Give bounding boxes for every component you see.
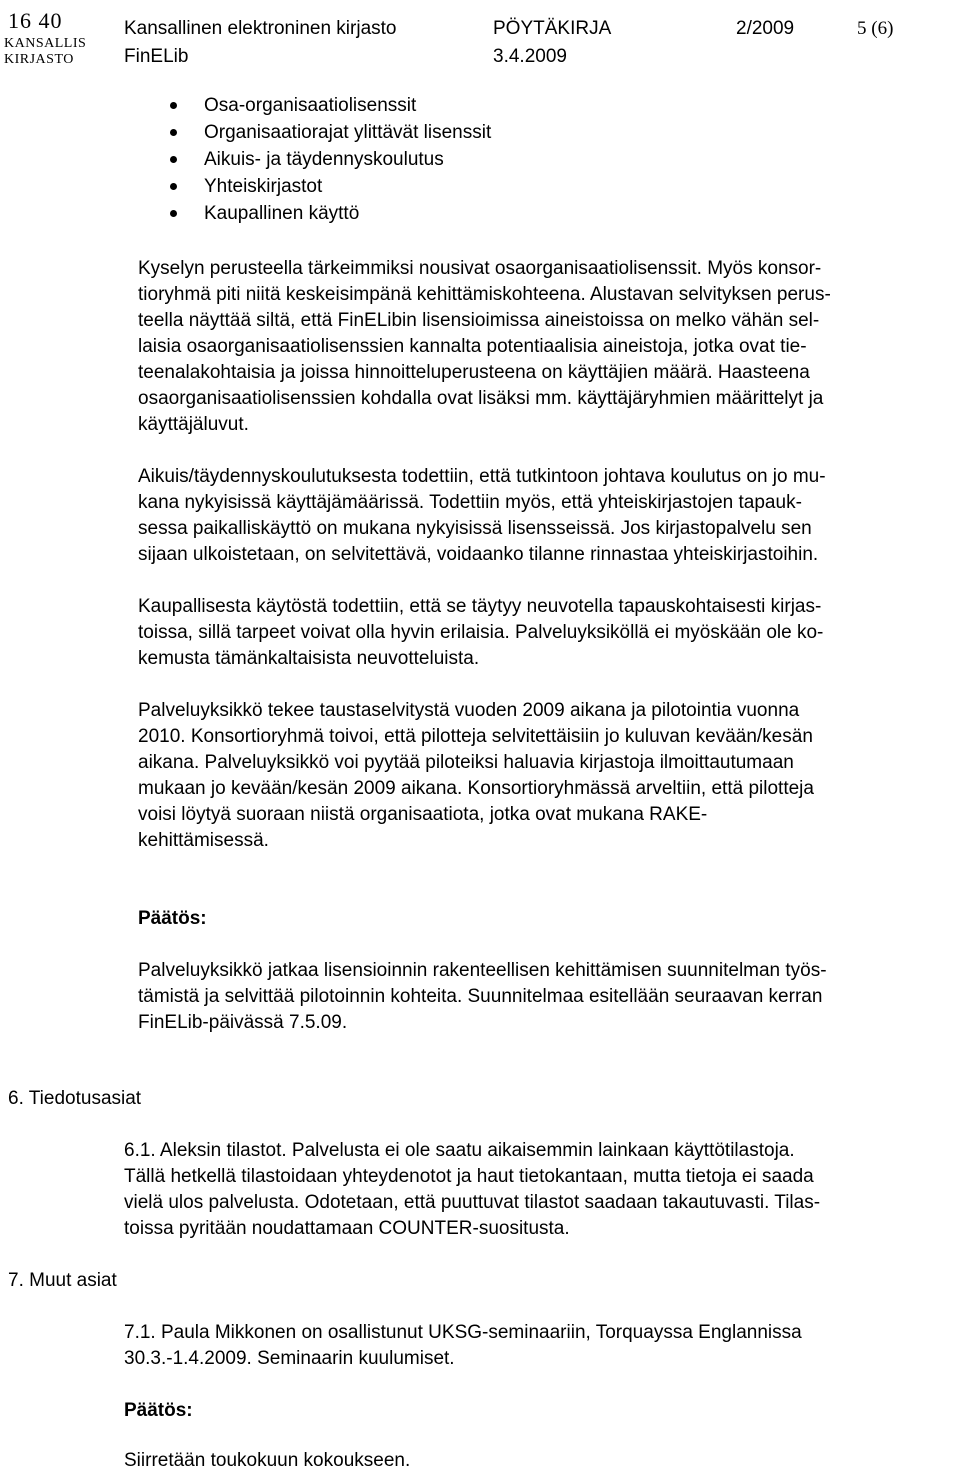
paragraph-commercial-use: Kaupallisesta käytöstä todettiin, että se täytyy neuvotella tapauskohtaisesti kirjas- toissa, sillä tarpeet voivat olla hyvin erilaisia. Palveluyksiköllä ei myöskään ole ko- kemusta tämänkaltaisista neuvotteluista. [138,596,824,669]
org-name: Kansallinen elektroninen kirjasto [124,18,397,39]
decision-text: Siirretään toukokuun kokoukseen. [124,1450,411,1471]
list-item: Osa-organisaatiolisenssit [164,92,491,119]
logo-year: 16 40 [8,8,63,33]
section-heading-6: 6. Tiedotusasiat [8,1088,142,1109]
doc-date: 3.4.2009 [493,46,567,67]
bullet-icon [170,183,177,190]
decision-label: Päätös: [124,1400,193,1421]
section-7-text: 7.1. Paula Mikkonen on osallistunut UKSG-seminaariin, Torquayssa Englannissa 30.3.-1.4.2009. Seminaarin kuulumiset. [124,1322,802,1369]
section-6-text: 6.1. Aleksin tilastot. Palvelusta ei ole saatu aikaisemmin lainkaan käyttötilastoja. Tällä hetkellä tilastoidaan yhteydenotot ja haut tietokantaan, mutta tietoja ei saada vielä ulos palvelusta. Odotetaan, että puuttuvat tilastot saadaan takautuvasti. Tilas- toissa pyritään noudattamaan COUNTER-suositusta. [124,1140,821,1239]
paragraph-survey-results: Kyselyn perusteella tärkeimmiksi nousivat osaorganisaatiolisenssit. Myös konsor- tioryhmä piti niitä keskeisimpänä kehittämiskohteena. Alustavan selvityksen perus- teella näyttää siltä, että FinELibin lisensioimissa aineistoissa on melko vähän sel- laisia osaorganisaatiolisenssien kannalta potentiaalisia aineistoja, jotka ovat tie- teenalakohtaisia ja joissa hinnoitteluperusteena on käyttäjien määrä. Haasteena osaorganisaatiolisenssien kohdalla ovat lisäksi mm. käyttäjäryhmien määrittelyt ja käyttäjäluvut. [138,258,831,435]
kansalliskirjasto-logo [0,8,86,68]
decision-text: Palveluyksikkö jatkaa lisensioinnin rakenteellisen kehittämisen suunnitelman työs- tämistä ja selvittää pilotoinnin kohteita. Suunnitelmaa esitellään seuraavan kerran FinELib-päivässä 7.5.09. [138,960,827,1033]
org-short: FinELib [124,46,189,67]
list-item: Organisaatiorajat ylittävät lisenssit [164,119,491,146]
doc-number: 2/2009 [736,18,795,39]
topic-bullet-list [164,92,491,227]
list-item: Yhteiskirjastot [164,173,491,200]
decision-label: Päätös: [138,908,207,929]
list-item: Kaupallinen käyttö [164,200,491,227]
bullet-icon [170,210,177,217]
page-number: 5 (6) [857,18,894,39]
logo-line2: KIRJASTO [4,52,74,67]
paragraph-adult-education: Aikuis/täydennyskoulutuksesta todettiin, että tutkintoon johtava koulutus on jo mu- kana nykyisissä käyttäjämäärissä. Todettiin myös, että yhteiskirjastojen tapauk- sessa paikalliskäyttö on mukana nykyisissä lisensseissä. Jos kirjastopalvelu sen sijaan ulkoistetaan, on selvitettävä, voidaanko tilanne rinnastaa yhteiskirjastoihin. [138,466,826,565]
list-item: Aikuis- ja täydennyskoulutus [164,146,491,173]
logo-line1: KANSALLIS [4,36,87,51]
doc-type: PÖYTÄKIRJA [493,18,612,39]
bullet-icon [170,102,177,109]
bullet-icon [170,156,177,163]
paragraph-pilot-plan: Palveluyksikkö tekee taustaselvitystä vuoden 2009 aikana ja pilotointia vuonna 2010. Konsortioryhmä toivoi, että pilotteja selvitettäisiin jo kuluvan kevään/kesän aikana. Palveluyksikkö voi pyytää piloteiksi haluavia kirjastoja ilmoittautumaan mukaan jo kevään/kesän 2009 aikana. Konsortioryhmässä arveltiin, että pilotteja voisi löytyä suoraan niistä organisaatiota, jotka ovat mukana RAKE- kehittämisessä. [138,700,814,851]
bullet-icon [170,129,177,136]
section-heading-7: 7. Muut asiat [8,1270,117,1291]
